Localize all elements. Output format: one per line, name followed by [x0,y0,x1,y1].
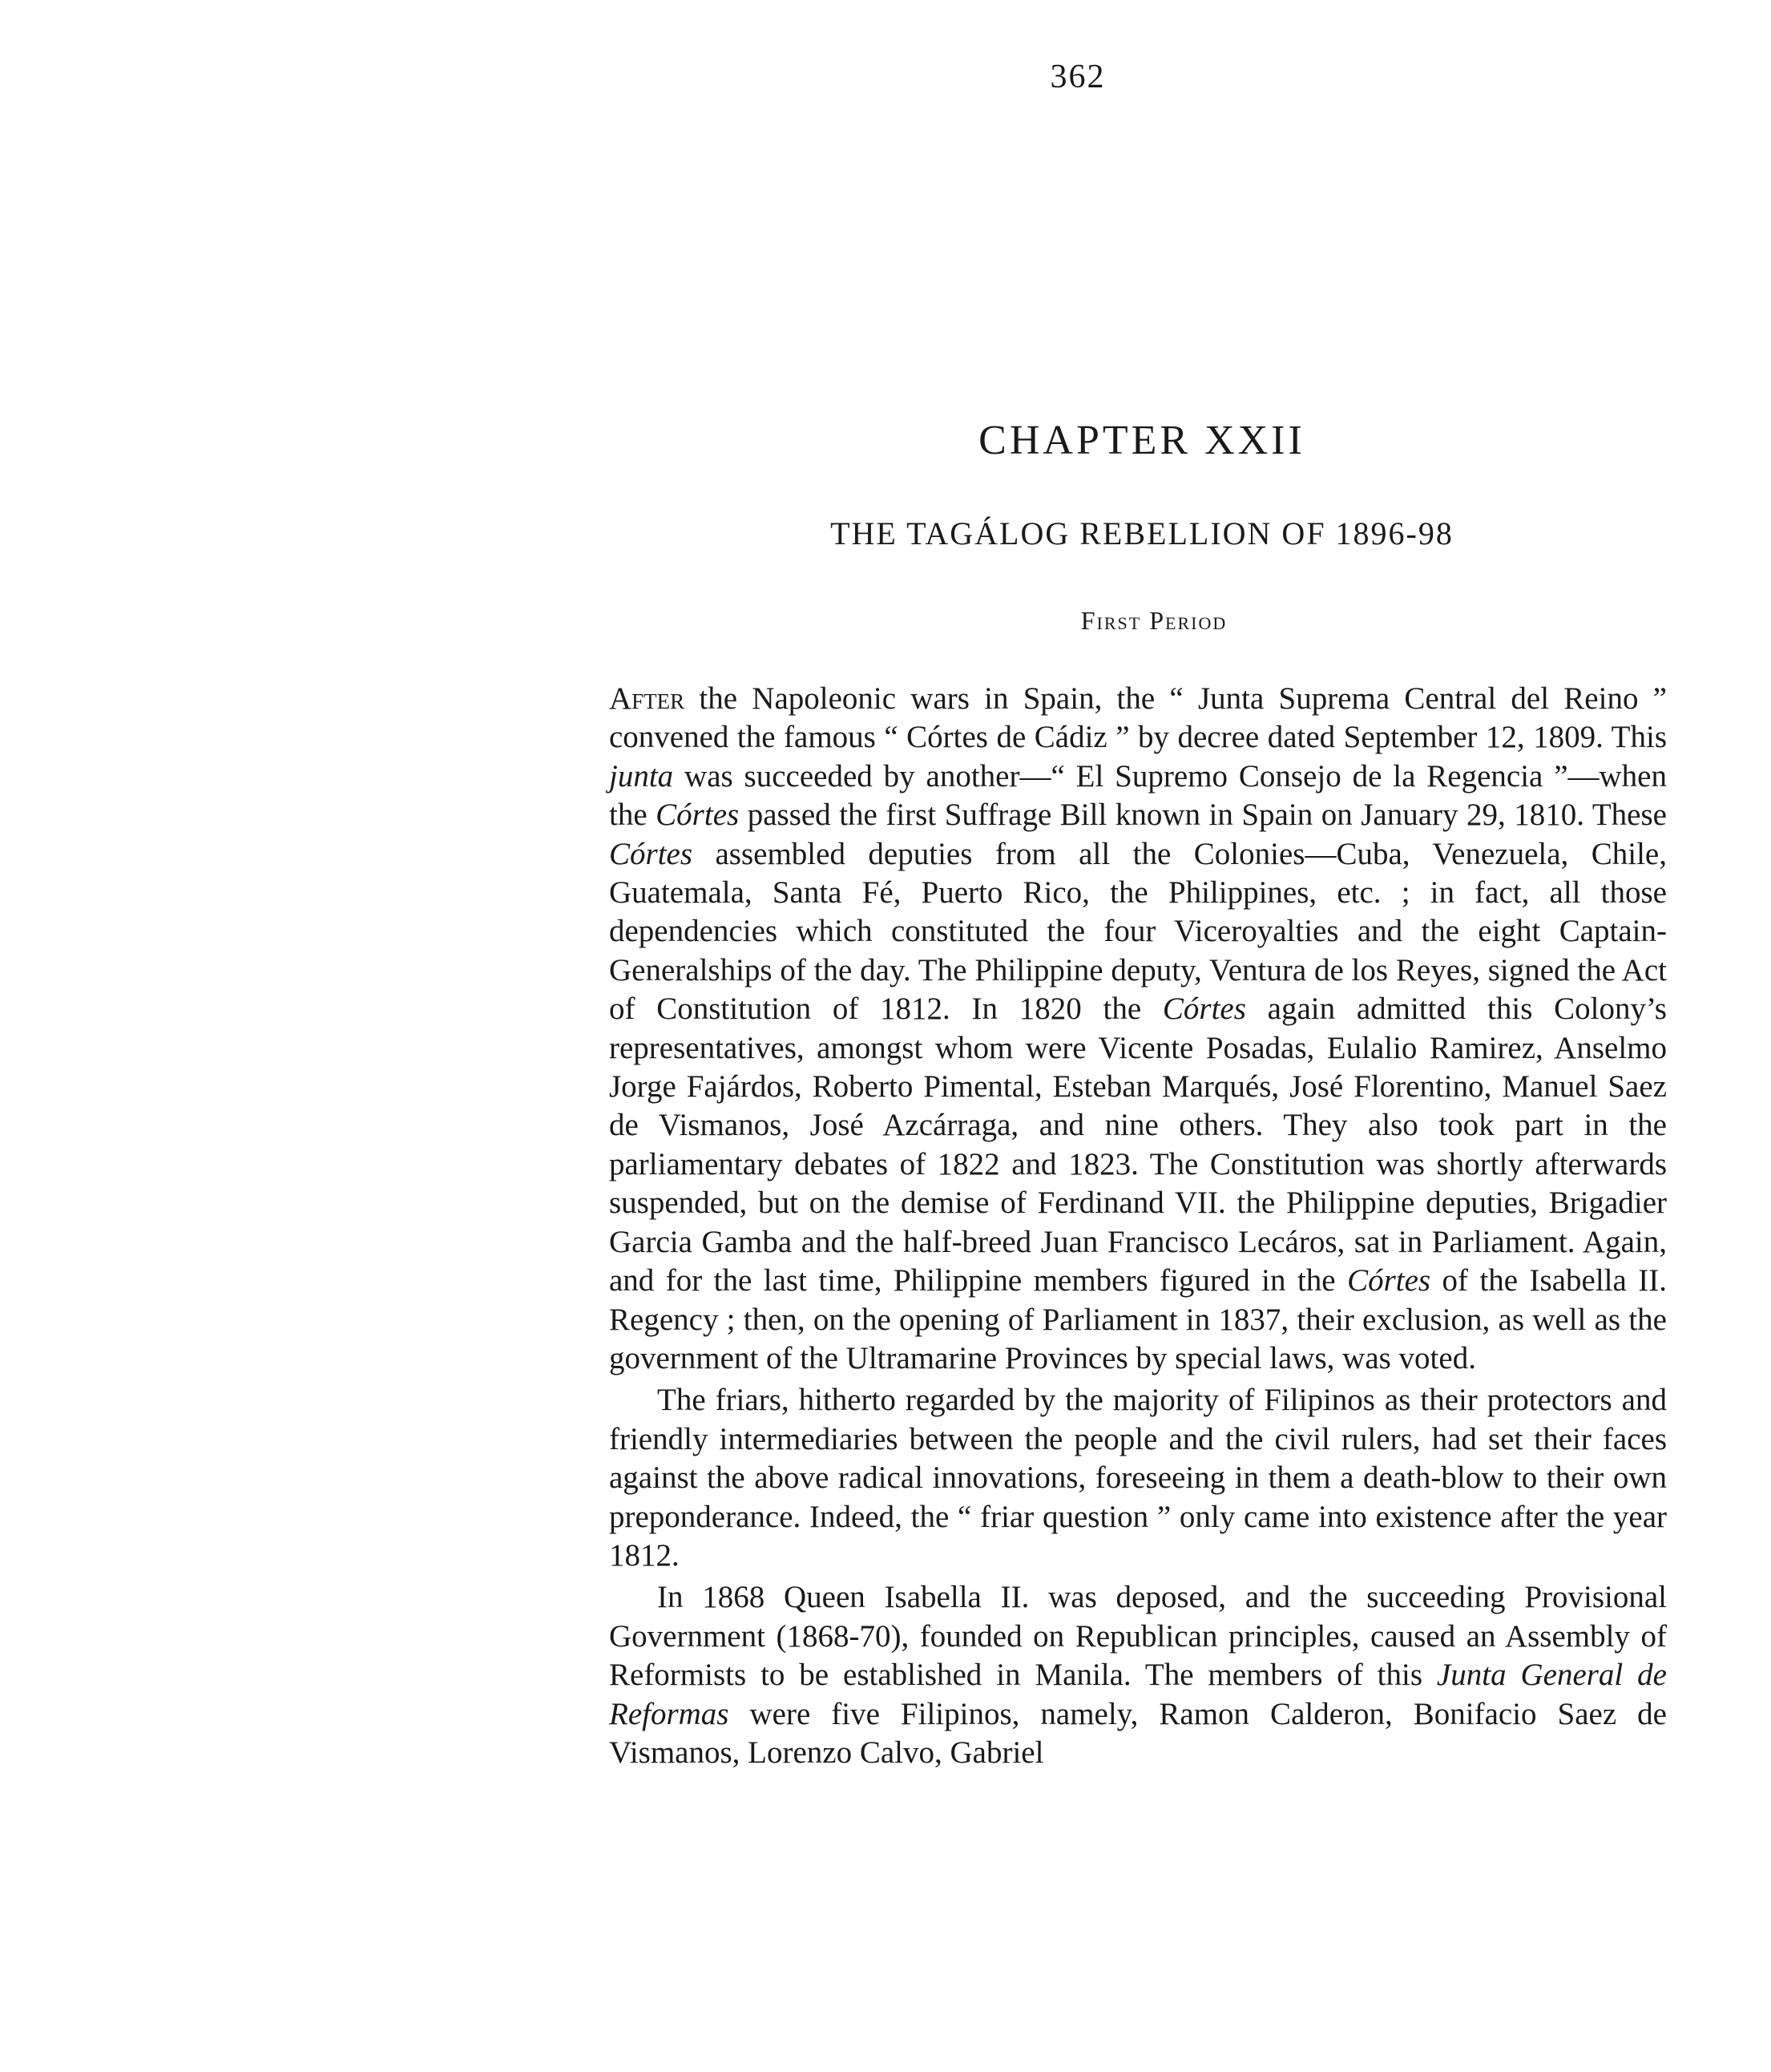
paragraph-lead-word: After [609,681,685,716]
italic-term: Córtes [1347,1263,1431,1299]
italic-term: Córtes [609,836,693,871]
page-number: 362 [1050,59,1106,95]
italic-term: Junta General de Reformas [609,1658,1667,1731]
paragraph-text: were five Filipinos, namely, Ramon Calderon, Bonifacio Saez de Vismanos, Lorenzo Calvo, Gabriel [609,1696,1667,1770]
paragraph-text: again admitted this Colony’s representatives, amongst whom were Vicente Posadas, Eulalio Ramirez, Anselmo Jorge Fajárdos, Roberto Pimental, Esteban Marqués, José Florentino, Manuel Saez de Vismanos, José Azcárraga, and nine others. They also took part in the parliamentary debates of 1822 and 1823. The Constitution was shortly afterwards suspended, but on the demise of Ferdinand VII. the Philippine deputies, Brigadier Garcia Gamba and the half-breed Juan Francisco Lecáros, sat in Parliament. Again, and for the last time, Philippine members figured in the [609,992,1667,1299]
body-text [609,680,1667,1772]
paragraph-1 [609,680,1667,1378]
paragraph-text: of the Isabella II. Regency ; then, on the opening of Parliament in 1837, their exclusion, as well as the government of the Ultramarine Provinces by special laws, was voted. [609,1263,1668,1375]
paragraph-text: the Napoleonic wars in Spain, the “ Junta Suprema Central del Reino ” convened the famous “ Córtes de Cádiz ” by decree dated September 12, 1809. This [609,681,1667,755]
paragraph-2: The friars, hitherto regarded by the majority of Filipinos as their protectors and friendly intermediaries between the people and the civil rulers, had set their faces against the above radical innovations, foreseeing in them a death-blow to their own preponderance. Indeed, the “ friar question ” only came into existence after the year 1812. [609,1383,1667,1573]
italic-term: Córtes [656,798,740,833]
paragraph-text: was succeeded by another—“ El Supremo Consejo de la Regencia ”—when the [609,758,1667,833]
paragraph-text: In 1868 Queen Isabella II. was deposed, and the succeeding Provisional Government (1868-70), founded on Republican principles, caused an Assembly of Reformists to be established in Manila. The members of this [609,1580,1667,1693]
italic-term: Córtes [1162,992,1246,1027]
italic-term: junta [609,758,674,794]
chapter-title: CHAPTER XXII [978,418,1305,463]
paragraph-3 [609,1578,1667,1772]
paragraph-text: passed the first Suffrage Bill known in Spain on January 29, 1810. These [739,798,1667,833]
period-heading: First Period [1080,606,1228,635]
paragraph-text: assembled deputies from all the Colonies—Cuba, Venezuela, Chile, Guatemala, Santa Fé, Puerto Rico, the Philippines, etc. ; in fact, all those dependencies which constituted the four Viceroyalties and the eight Captain-Generalships of the day. The Philippine deputy, Ventura de los Reyes, signed the Act of Constitution of 1812. In 1820 the [609,836,1667,1027]
chapter-subtitle: THE TAGÁLOG REBELLION OF 1896-98 [830,515,1454,551]
